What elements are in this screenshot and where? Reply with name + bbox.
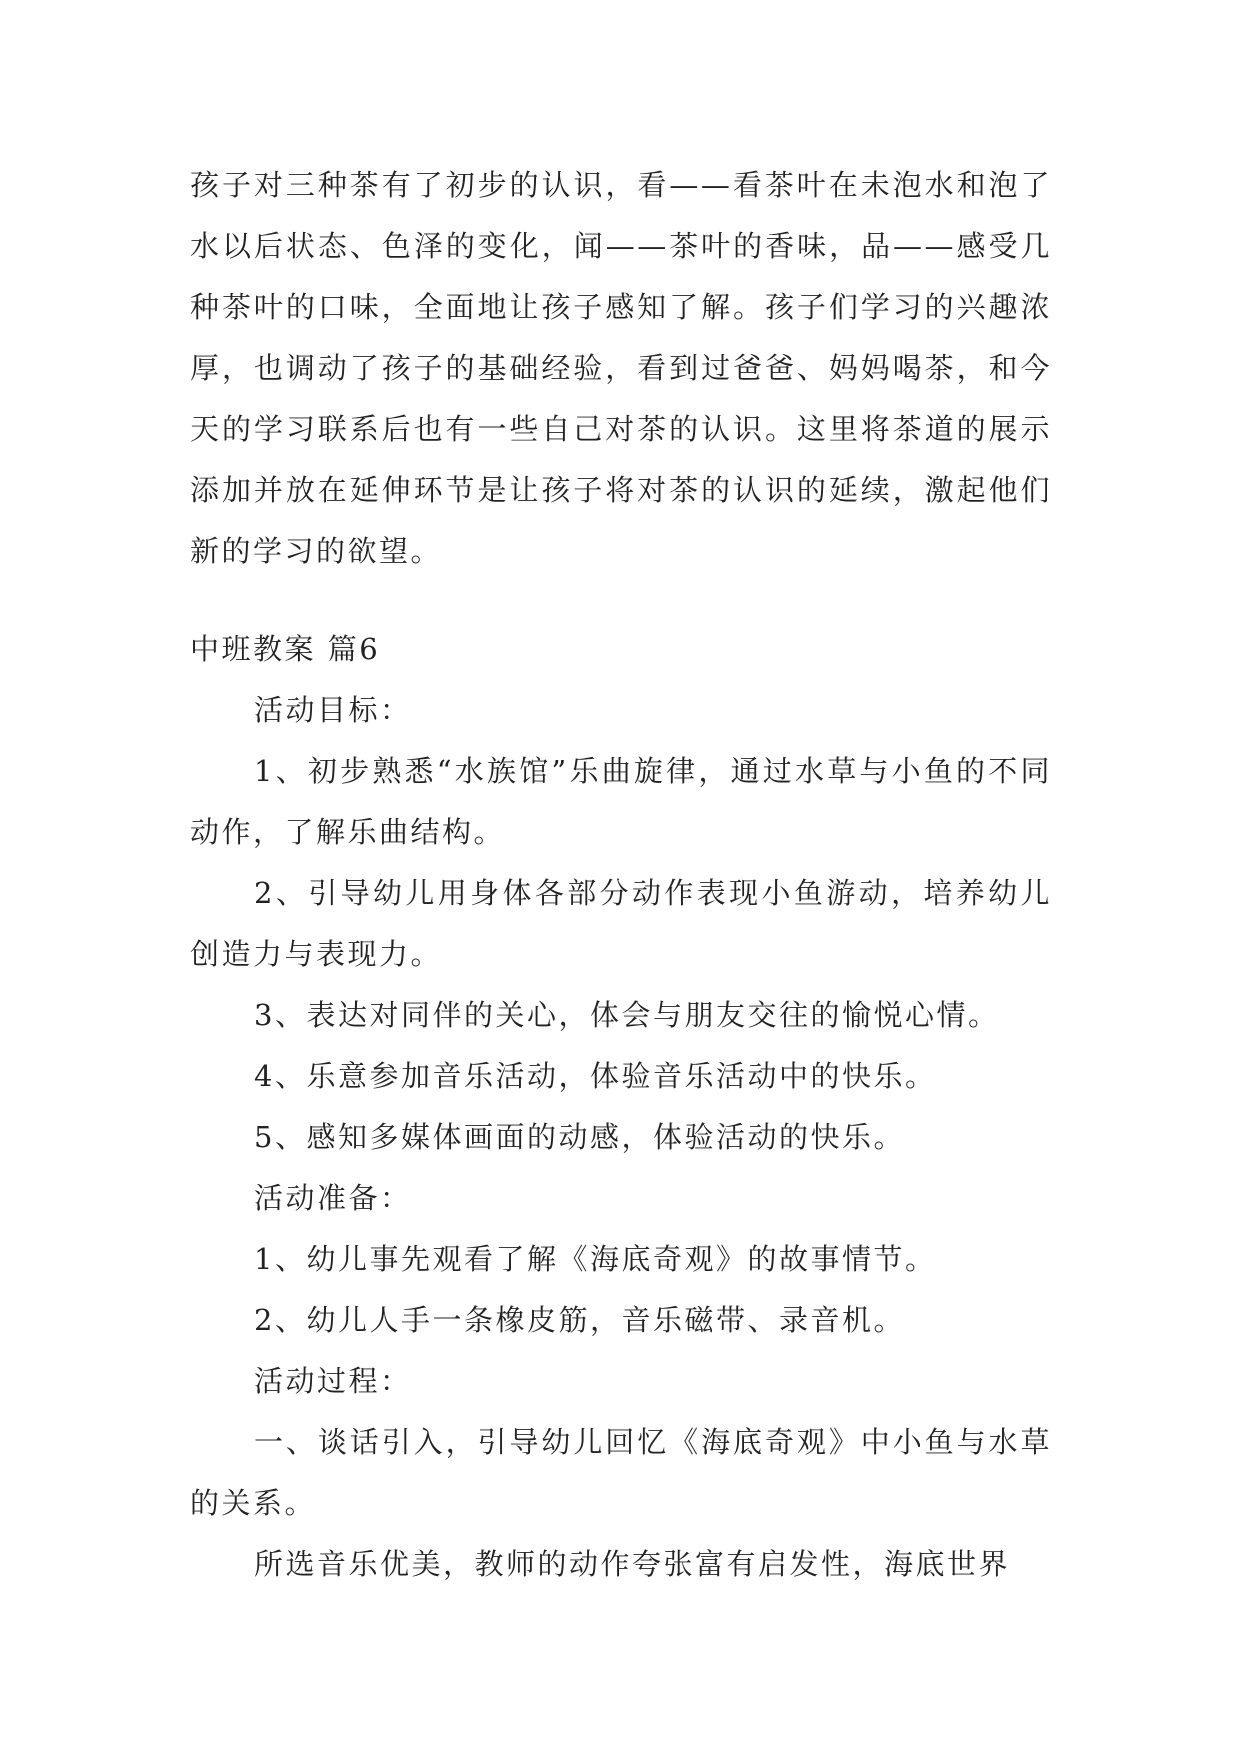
process-item: 一、谈话引入，引导幼儿回忆《海底奇观》中小鱼与水草的关系。: [190, 1425, 1052, 1520]
goal-item: 2、引导幼儿用身体各部分动作表现小鱼游动，培养幼儿创造力与表现力。: [190, 876, 1052, 971]
intro-block: [190, 155, 1052, 582]
process-heading: 活动过程：: [254, 1364, 412, 1398]
goals-heading: 活动目标：: [254, 693, 412, 727]
section-title: 中班教案 篇6: [190, 632, 381, 666]
process-item: 所选音乐优美，教师的动作夸张富有启发性，海底世界: [254, 1547, 1011, 1581]
prep-item: 1、幼儿事先观看了解《海底奇观》的故事情节。: [254, 1242, 937, 1276]
goal-item: 4、乐意参加音乐活动，体验音乐活动中的快乐。: [254, 1059, 937, 1093]
prep-heading: 活动准备：: [254, 1181, 412, 1215]
prep-item: 2、幼儿人手一条橡皮筋，音乐磁带、录音机。: [254, 1303, 905, 1337]
intro-paragraph: 孩子对三种茶有了初步的认识，看——看茶叶在未泡水和泡了水以后状态、色泽的变化，闻——茶叶的香味，品——感受几种茶叶的口味，全面地让孩子感知了解。孩子们学习的兴趣浓厚，也调动了孩子的基础经验，看到过爸爸、妈妈喝茶，和今天的学习联系后也有一些自己对茶的认识。这里将茶道的展示添加并放在延伸环节是让孩子将对茶的认识的延续，激起他们新的学习的欲望。: [190, 168, 1052, 568]
lesson-section: [190, 619, 1052, 1595]
goal-item: 3、表达对同伴的关心，体会与朋友交往的愉悦心情。: [254, 998, 1000, 1032]
goal-item: 1、初步熟悉“水族馆”乐曲旋律，通过水草与小鱼的不同动作，了解乐曲结构。: [190, 754, 1052, 849]
goal-item: 5、感知多媒体画面的动感，体验活动的快乐。: [254, 1120, 905, 1154]
